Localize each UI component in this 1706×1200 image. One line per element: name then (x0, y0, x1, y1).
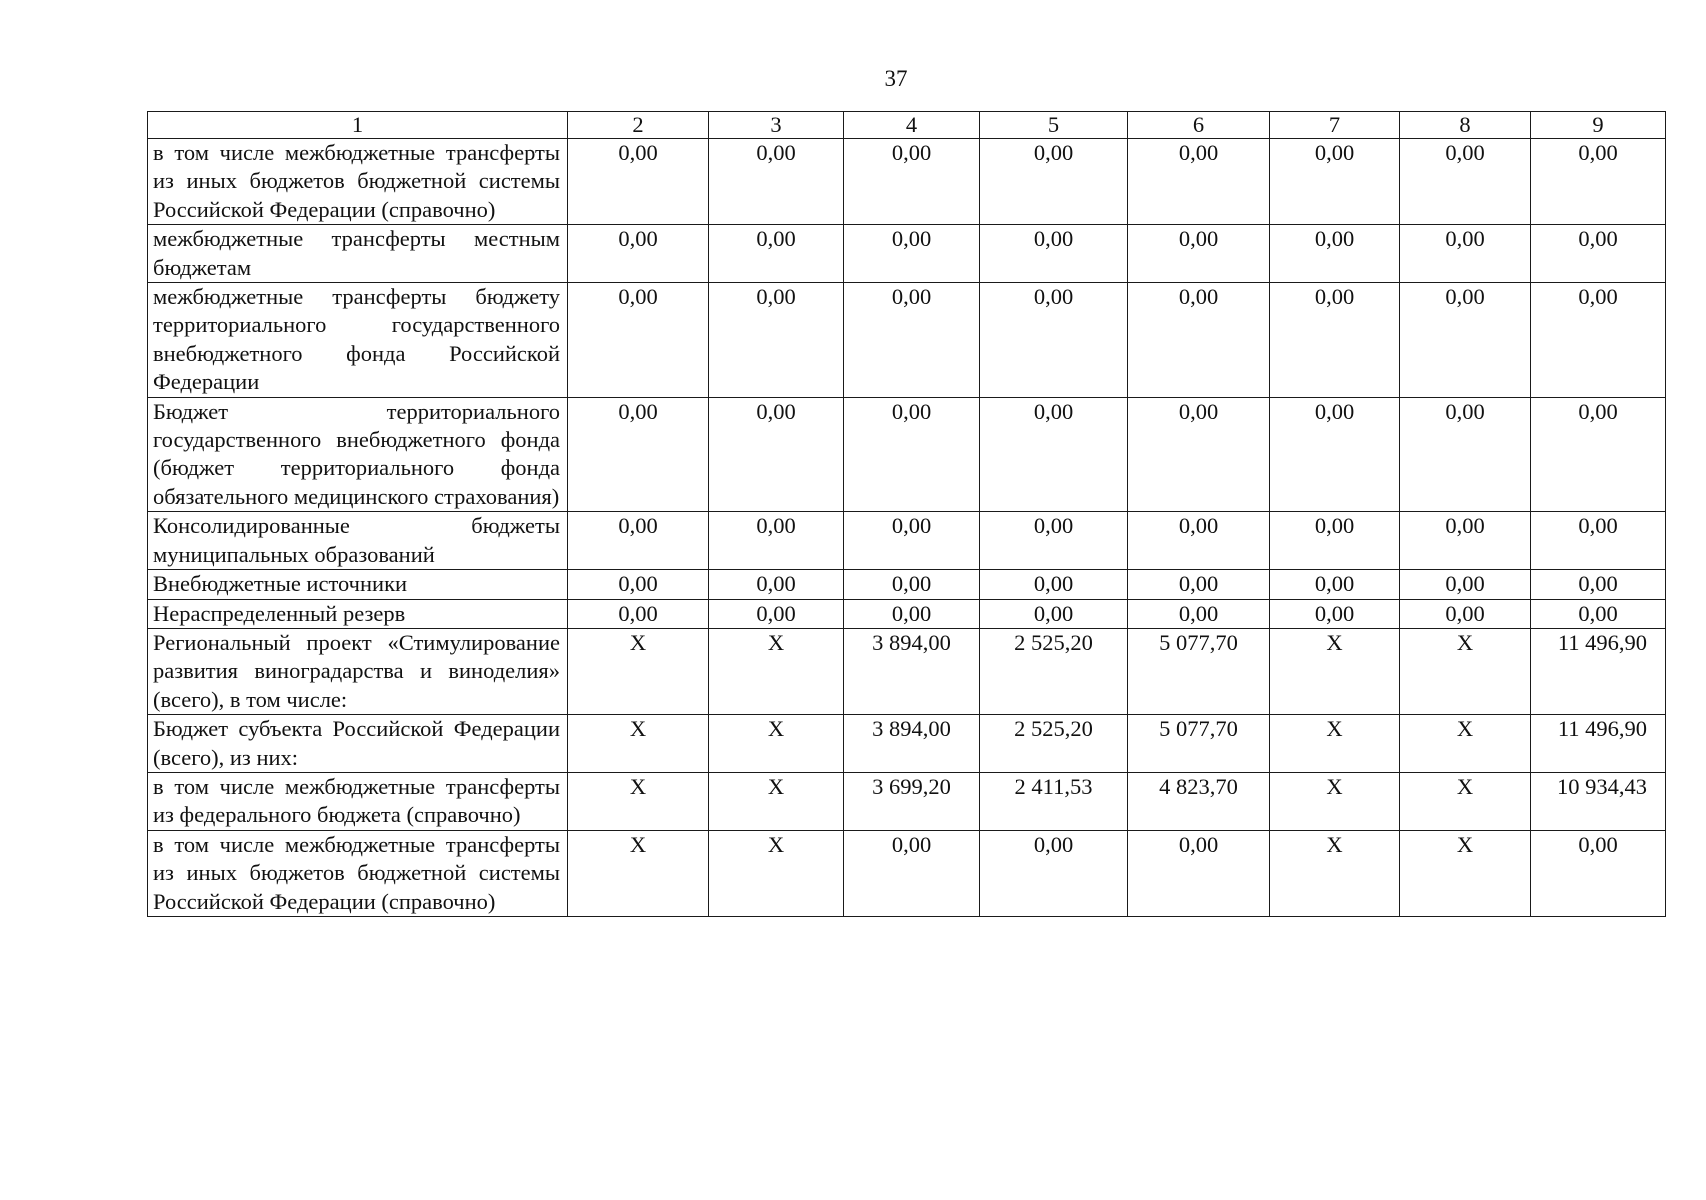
cell-value: X (709, 628, 844, 714)
cell-value: 0,00 (1400, 512, 1531, 570)
cell-value: X (1270, 830, 1400, 916)
cell-value: 0,00 (1531, 397, 1666, 512)
cell-value: 0,00 (709, 570, 844, 599)
row-label: межбюджетные трансферты местным бюджетам (148, 225, 568, 283)
cell-value: X (568, 772, 709, 830)
cell-value: 11 496,90 (1531, 715, 1666, 773)
cell-value: X (709, 715, 844, 773)
row-label: Консолидированные бюджеты муниципальных образований (148, 512, 568, 570)
cell-value: 3 894,00 (844, 715, 980, 773)
table-row (148, 139, 1666, 225)
column-number-row (148, 112, 1666, 139)
table-row (148, 599, 1666, 628)
cell-value: 10 934,43 (1531, 772, 1666, 830)
row-label: Бюджет субъекта Российской Федерации (всего), из них: (148, 715, 568, 773)
cell-value: 0,00 (1400, 599, 1531, 628)
cell-value: 0,00 (709, 225, 844, 283)
cell-value: 0,00 (568, 570, 709, 599)
table-row (148, 715, 1666, 773)
cell-value: 0,00 (1128, 139, 1270, 225)
column-header: 1 (148, 112, 568, 139)
table-row (148, 772, 1666, 830)
cell-value: 0,00 (1128, 397, 1270, 512)
cell-value: 0,00 (844, 283, 980, 398)
cell-value: 0,00 (1270, 599, 1400, 628)
cell-value: 2 525,20 (980, 628, 1128, 714)
cell-value: 0,00 (568, 512, 709, 570)
cell-value: 0,00 (1270, 283, 1400, 398)
cell-value: 0,00 (980, 225, 1128, 283)
cell-value: 0,00 (980, 570, 1128, 599)
cell-value: 0,00 (1531, 139, 1666, 225)
cell-value: 0,00 (1270, 512, 1400, 570)
cell-value: X (1400, 830, 1531, 916)
table-row (148, 628, 1666, 714)
table-row (148, 397, 1666, 512)
cell-value: X (1270, 772, 1400, 830)
cell-value: X (1270, 628, 1400, 714)
cell-value: 0,00 (1270, 225, 1400, 283)
row-label: Бюджет территориального государственного внебюджетного фонда (бюджет территориального фонда обязательного медицинского страхования) (148, 397, 568, 512)
table-row (148, 283, 1666, 398)
cell-value: 0,00 (980, 397, 1128, 512)
cell-value: X (568, 715, 709, 773)
row-label: в том числе межбюджетные трансферты из федерального бюджета (справочно) (148, 772, 568, 830)
cell-value: 0,00 (844, 397, 980, 512)
table-row (148, 830, 1666, 916)
cell-value: 0,00 (844, 830, 980, 916)
cell-value: 0,00 (709, 283, 844, 398)
column-header: 3 (709, 112, 844, 139)
page-number: 37 (884, 66, 908, 91)
cell-value: 0,00 (844, 570, 980, 599)
cell-value: 0,00 (980, 283, 1128, 398)
cell-value: X (568, 628, 709, 714)
column-header: 7 (1270, 112, 1400, 139)
cell-value: 0,00 (844, 225, 980, 283)
cell-value: 0,00 (1531, 599, 1666, 628)
row-label: в том числе межбюджетные трансферты из иных бюджетов бюджетной системы Российской Федерации (справочно) (148, 139, 568, 225)
cell-value: 0,00 (1128, 225, 1270, 283)
cell-value: 5 077,70 (1128, 715, 1270, 773)
cell-value: 2 411,53 (980, 772, 1128, 830)
table-row (148, 570, 1666, 599)
cell-value: 0,00 (844, 512, 980, 570)
cell-value: 0,00 (709, 599, 844, 628)
cell-value: 2 525,20 (980, 715, 1128, 773)
cell-value: 0,00 (1128, 599, 1270, 628)
cell-value: 3 894,00 (844, 628, 980, 714)
cell-value: 0,00 (1128, 830, 1270, 916)
cell-value: 0,00 (568, 283, 709, 398)
cell-value: 0,00 (1270, 397, 1400, 512)
cell-value: 0,00 (1400, 283, 1531, 398)
cell-value: 0,00 (980, 830, 1128, 916)
cell-value: 0,00 (844, 599, 980, 628)
cell-value: X (709, 772, 844, 830)
cell-value: X (1400, 628, 1531, 714)
cell-value: 0,00 (844, 139, 980, 225)
cell-value: 0,00 (568, 397, 709, 512)
table-row (148, 225, 1666, 283)
column-header: 9 (1531, 112, 1666, 139)
cell-value: 0,00 (1531, 283, 1666, 398)
cell-value: 0,00 (1531, 570, 1666, 599)
cell-value: 5 077,70 (1128, 628, 1270, 714)
cell-value: 4 823,70 (1128, 772, 1270, 830)
budget-table (147, 111, 1666, 917)
cell-value: 0,00 (1270, 139, 1400, 225)
cell-value: 0,00 (1400, 570, 1531, 599)
column-header: 2 (568, 112, 709, 139)
table-row (148, 512, 1666, 570)
cell-value: 0,00 (709, 512, 844, 570)
row-label: межбюджетные трансферты бюджету территориального государственного внебюджетного фонда Российской Федерации (148, 283, 568, 398)
column-header: 6 (1128, 112, 1270, 139)
cell-value: 0,00 (709, 397, 844, 512)
row-label: Внебюджетные источники (148, 570, 568, 599)
cell-value: 0,00 (709, 139, 844, 225)
cell-value: 3 699,20 (844, 772, 980, 830)
cell-value: 0,00 (980, 512, 1128, 570)
cell-value: 11 496,90 (1531, 628, 1666, 714)
cell-value: 0,00 (1400, 139, 1531, 225)
cell-value: X (709, 830, 844, 916)
column-header: 5 (980, 112, 1128, 139)
cell-value: 0,00 (1128, 512, 1270, 570)
column-header: 8 (1400, 112, 1531, 139)
cell-value: 0,00 (1270, 570, 1400, 599)
cell-value: 0,00 (568, 139, 709, 225)
cell-value: X (1270, 715, 1400, 773)
cell-value: 0,00 (1531, 512, 1666, 570)
column-header: 4 (844, 112, 980, 139)
cell-value: 0,00 (1531, 830, 1666, 916)
cell-value: 0,00 (980, 139, 1128, 225)
row-label: Региональный проект «Стимулирование развития виноградарства и виноделия» (всего), в том числе: (148, 628, 568, 714)
cell-value: X (568, 830, 709, 916)
cell-value: 0,00 (568, 599, 709, 628)
cell-value: 0,00 (980, 599, 1128, 628)
cell-value: X (1400, 772, 1531, 830)
cell-value: 0,00 (1531, 225, 1666, 283)
cell-value: 0,00 (568, 225, 709, 283)
cell-value: 0,00 (1400, 397, 1531, 512)
cell-value: X (1400, 715, 1531, 773)
cell-value: 0,00 (1400, 225, 1531, 283)
row-label: Нераспределенный резерв (148, 599, 568, 628)
row-label: в том числе межбюджетные трансферты из иных бюджетов бюджетной системы Российской Федерации (справочно) (148, 830, 568, 916)
cell-value: 0,00 (1128, 570, 1270, 599)
cell-value: 0,00 (1128, 283, 1270, 398)
